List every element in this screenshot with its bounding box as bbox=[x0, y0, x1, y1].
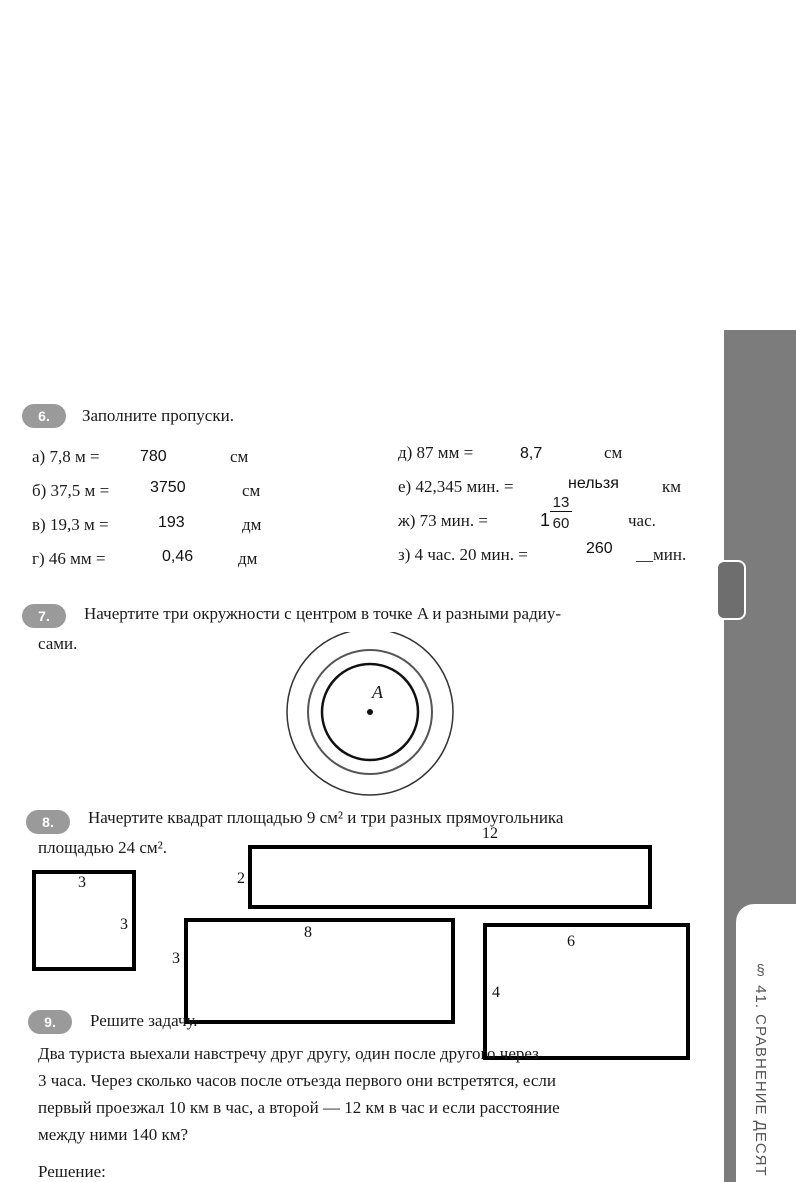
task-6-item-a-answer: 780 bbox=[140, 448, 167, 465]
task-9-text-line-2: 3 часа. Через сколько часов после отъезда первого они встретятся, если bbox=[38, 1071, 556, 1090]
task-9-text-line-3: первый проезжал 10 км в час, а второй — 12 км в час и если расстояние bbox=[38, 1098, 560, 1117]
center-point-label: A bbox=[372, 682, 383, 702]
task-6-item-h-answer: 260 bbox=[586, 540, 613, 557]
task-6-item-g-label: ж) 73 мин. = bbox=[398, 511, 488, 530]
rectangle-8x3-side-label: 3 bbox=[172, 950, 180, 967]
rectangle-12x2-top-label: 12 bbox=[482, 825, 498, 842]
task-6-item-f-unit: км bbox=[662, 477, 682, 496]
task-9-number: 9. bbox=[28, 1010, 72, 1034]
task-8-title-line-1: Начертите квадрат площадью 9 см² и три разных прямоугольника bbox=[88, 808, 564, 827]
task-6-item-a-label: а) 7,8 м = bbox=[32, 447, 100, 466]
task-6-item-a-unit: см bbox=[230, 447, 249, 466]
square-side-label: 3 bbox=[120, 916, 128, 933]
task-6-item-e-answer: 8,7 bbox=[520, 445, 543, 462]
square-top-label: 3 bbox=[78, 874, 86, 891]
rectangle-6x4-top-label: 6 bbox=[567, 933, 575, 950]
page-edge-tab bbox=[716, 560, 746, 620]
task-9-text-line-1: Два туриста выехали навстречу друг другу, один после другого через bbox=[38, 1044, 539, 1063]
task-6-item-b-unit: см bbox=[242, 481, 261, 500]
task-9-text-line-4: между ними 140 км? bbox=[38, 1125, 189, 1144]
task-9-title: Решите задачу. bbox=[90, 1011, 198, 1030]
task-6-item-f-answer: нельзя bbox=[568, 475, 619, 492]
task-6-item-e-label: д) 87 мм = bbox=[398, 443, 474, 462]
rectangle-6x4-side-label: 4 bbox=[492, 984, 500, 1001]
section-running-head: § 41. СРАВНЕНИЕ ДЕСЯТ bbox=[752, 962, 769, 1177]
task-6-item-c-label: в) 19,3 м = bbox=[32, 515, 109, 534]
task-6-item-h-unit: __мин. bbox=[636, 545, 687, 564]
center-point bbox=[367, 709, 373, 715]
task-6-item-d-unit: дм bbox=[238, 549, 258, 568]
task-7-number: 7. bbox=[22, 604, 66, 628]
task-6-item-e-unit: см bbox=[604, 443, 623, 462]
task-6-item-b-label: б) 37,5 м = bbox=[32, 481, 110, 500]
task-6-item-g-answer-whole: 1 bbox=[540, 510, 551, 530]
task-6-item-g-unit: час. bbox=[628, 511, 656, 530]
task-6-item-d-label: г) 46 мм = bbox=[32, 549, 106, 568]
task-6-item-c-unit: дм bbox=[242, 515, 262, 534]
task-7-title-line-2: сами. bbox=[38, 634, 78, 653]
task-6-item-h-label: з) 4 час. 20 мин. = bbox=[398, 545, 528, 564]
rectangle-8x3-top-label: 8 bbox=[304, 924, 312, 941]
task-6-item-b-answer: 3750 bbox=[150, 479, 186, 496]
rectangle-12x2-side-label: 2 bbox=[237, 870, 245, 887]
concentric-circles-drawing bbox=[280, 632, 460, 802]
solution-label: Решение: bbox=[38, 1162, 106, 1181]
task-6-item-c-answer: 193 bbox=[158, 514, 185, 531]
task-6-title: Заполните пропуски. bbox=[82, 406, 234, 425]
task-7-title-line-1: Начертите три окружности с центром в точке A и разными радиу- bbox=[84, 604, 562, 623]
rectangle-8x3 bbox=[184, 918, 455, 1024]
rectangle-12x2 bbox=[248, 845, 652, 909]
task-8-number: 8. bbox=[26, 810, 70, 834]
task-8-title-line-2: площадью 24 см². bbox=[38, 838, 167, 857]
task-6-item-d-answer: 0,46 bbox=[162, 548, 194, 565]
rectangle-6x4 bbox=[483, 923, 690, 1060]
task-6-item-g-answer-numerator: 13 bbox=[550, 494, 572, 512]
task-6-item-f-label: е) 42,345 мин. = bbox=[398, 477, 514, 496]
task-6-item-g-answer-denominator: 60 bbox=[552, 515, 570, 532]
task-6-number: 6. bbox=[22, 404, 66, 428]
